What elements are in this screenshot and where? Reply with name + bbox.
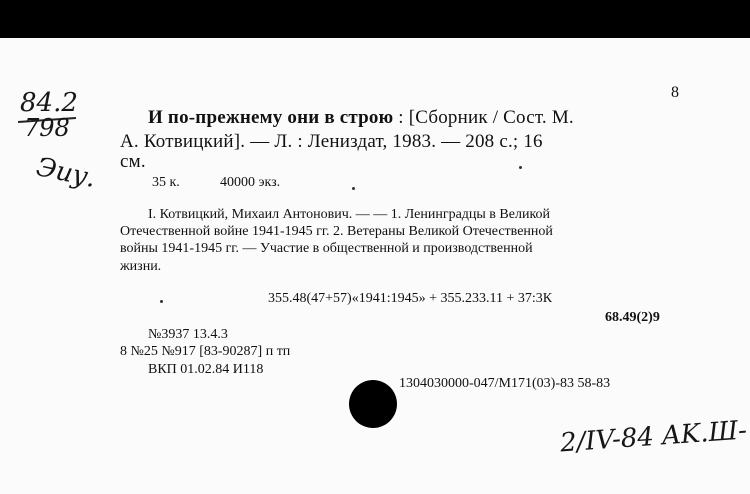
shelfmark-top: 84.2 — [20, 88, 78, 118]
record-line-2: 8 №25 №917 [83-90287] п тп — [120, 344, 291, 359]
speck — [160, 300, 163, 303]
bibliographic-line-1 — [148, 107, 574, 129]
index-code: 1304030000-047/М171(03)-83 58-83 — [399, 376, 611, 391]
speck — [519, 166, 522, 169]
bbk-index: 68.49(2)9 — [605, 310, 660, 325]
handwritten-initials: Эиу. — [33, 152, 99, 194]
bibliographic-line-1-rest: : [Сборник / Сост. М. — [393, 107, 574, 128]
udc-index: 355.48(47+57)«1941:1945» + 355.233.11 + 37:3К — [268, 291, 553, 306]
tracing-line-1: I. Котвицкий, Михаил Антонович. — — 1. Ленинградцы в Великой — [148, 207, 551, 222]
bibliographic-line-3: см. — [120, 151, 146, 172]
shelfmark-bottom: 798 — [24, 114, 70, 142]
tracing-line-2: Отечественной войне 1941-1945 гг. 2. Ветераны Великой Отечественной — [120, 224, 553, 239]
print-run: 40000 экз. — [220, 175, 281, 190]
punch-hole — [349, 380, 397, 428]
book-title: И по-прежнему они в строю — [148, 107, 394, 128]
record-line-3: ВКП 01.02.84 И118 — [148, 362, 264, 377]
tracing-line-3: войны 1941-1945 гг. — Участие в общественной и производственной — [120, 241, 533, 256]
corner-mark: 8 — [671, 84, 679, 101]
speck — [352, 187, 355, 190]
tracing-line-4: жизни. — [120, 259, 162, 274]
record-line-1: №3937 13.4.3 — [148, 327, 228, 342]
bibliographic-line-2: А. Котвицкий]. — Л. : Лениздат, 1983. — 208 с.; 16 — [120, 131, 543, 152]
handwritten-date: 2/IV-84 AK.Ш- — [559, 415, 748, 459]
catalog-card — [0, 38, 750, 494]
price: 35 к. — [152, 175, 180, 190]
